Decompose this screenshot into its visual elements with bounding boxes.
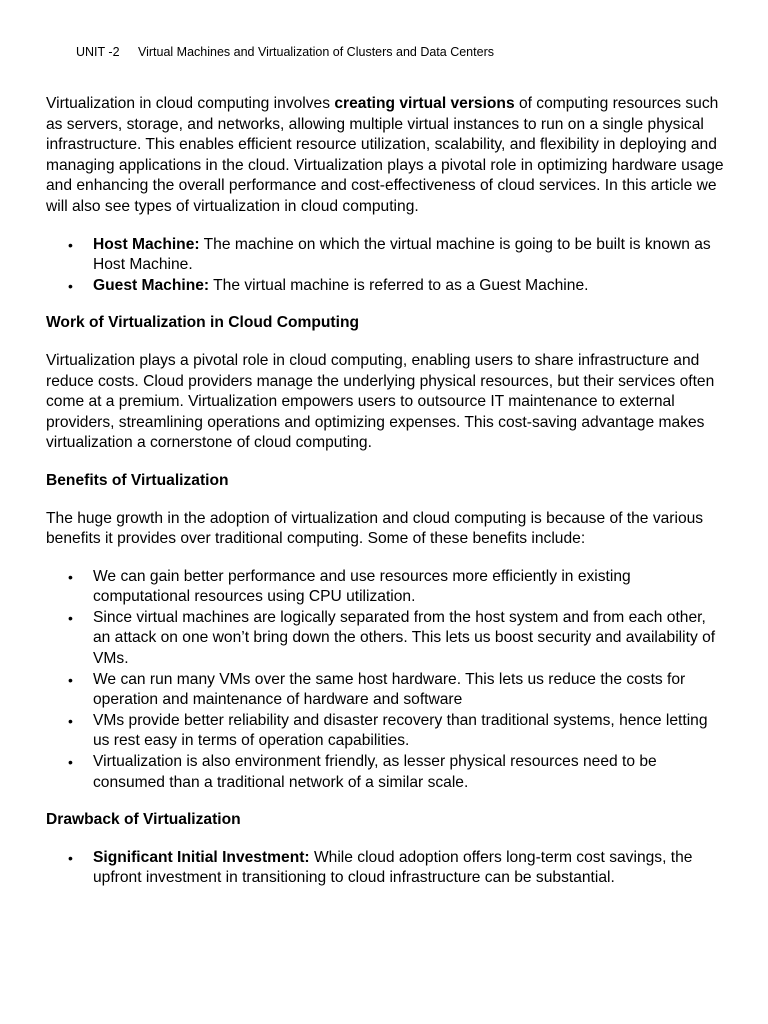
benefit-text: Virtualization is also environment friendly, as lesser physical resources need to be consumed than a traditional network of a similar scale. [93, 753, 657, 791]
bullet-icon: • [68, 849, 73, 866]
list-item [46, 711, 726, 752]
term-guest-machine: Guest Machine: [93, 276, 210, 294]
unit-label: UNIT -2 [76, 45, 120, 59]
benefit-text: Since virtual machines are logically separated from the host system and from each other, an attack on one won’t bring down the others. This lets us boost security and availability of VMs. [93, 608, 716, 668]
list-item [46, 670, 726, 711]
list-item [46, 752, 726, 793]
document-body [46, 94, 726, 906]
desc-initial-investment: While cloud adoption offers long-term cost savings, the upfront investment in transitioning to cloud infrastructure can be substantial. [93, 848, 693, 887]
benefit-text: VMs provide better reliability and disaster recovery than traditional systems, hence letting us rest easy in terms of operation capabilities. [93, 711, 708, 750]
bullet-icon: • [68, 712, 73, 729]
list-item [46, 567, 726, 608]
list-item [46, 608, 726, 670]
machine-list [46, 235, 726, 297]
term-initial-investment: Significant Initial Investment: [93, 848, 310, 866]
list-item-guest-machine [46, 276, 726, 297]
bullet-icon: • [68, 568, 73, 585]
heading-drawbacks: Drawback of Virtualization [46, 811, 241, 829]
drawbacks-list [46, 848, 726, 889]
running-header [76, 44, 494, 60]
header-title: Virtual Machines and Virtualization of Clusters and Data Centers [138, 45, 494, 59]
bullet-icon: • [68, 277, 73, 294]
term-host-machine: Host Machine: [93, 235, 200, 253]
list-item-host-machine [46, 235, 726, 276]
benefits-list [46, 567, 726, 794]
desc-host-machine: The machine on which the virtual machine is going to be built is known as Host Machine. [93, 235, 711, 274]
benefit-text: We can run many VMs over the same host hardware. This lets us reduce the costs for operation and maintenance of hardware and software [93, 670, 686, 709]
benefit-text: We can gain better performance and use resources more efficiently in existing computational resources using CPU utilization. [93, 567, 631, 606]
bullet-icon: • [68, 236, 73, 253]
list-item-initial-investment [46, 848, 726, 889]
benefits-paragraph: The huge growth in the adoption of virtualization and cloud computing is because of the various benefits it provides over traditional computing. Some of these benefits include: [46, 509, 704, 548]
intro-text-end: of computing resources such as servers, storage, and networks, allowing multiple virtual instances to run on a single physical infrastructure. This enables efficient resource utilization, scalability, and flexibility in deploying and managing applications in the cloud. Virtualization plays a pivotal role in optimizing hardware usage and enhancing the overall performance and cost-effectiveness of cloud services. In this article we will also see types of virtualization in cloud computing. [46, 95, 724, 215]
heading-work-of-virtualization: Work of Virtualization in Cloud Computing [46, 314, 360, 332]
intro-paragraph [46, 94, 726, 218]
work-paragraph: Virtualization plays a pivotal role in cloud computing, enabling users to share infrastructure and reduce costs. Cloud providers manage the underlying physical resources, but their services often come at a premium. Virtualization empowers users to outsource IT maintenance to external providers, streamlining operations and optimizing expenses. This cost-saving advantage makes virtualization a cornerstone of cloud computing. [46, 351, 715, 452]
heading-benefits: Benefits of Virtualization [46, 471, 229, 489]
intro-bold-text: creating virtual versions [334, 95, 515, 112]
bullet-icon: • [68, 754, 73, 771]
bullet-icon: • [68, 671, 73, 688]
bullet-icon: • [68, 609, 73, 626]
intro-text-start: Virtualization in cloud computing involves [46, 95, 335, 112]
desc-guest-machine: The virtual machine is referred to as a Guest Machine. [209, 276, 589, 294]
